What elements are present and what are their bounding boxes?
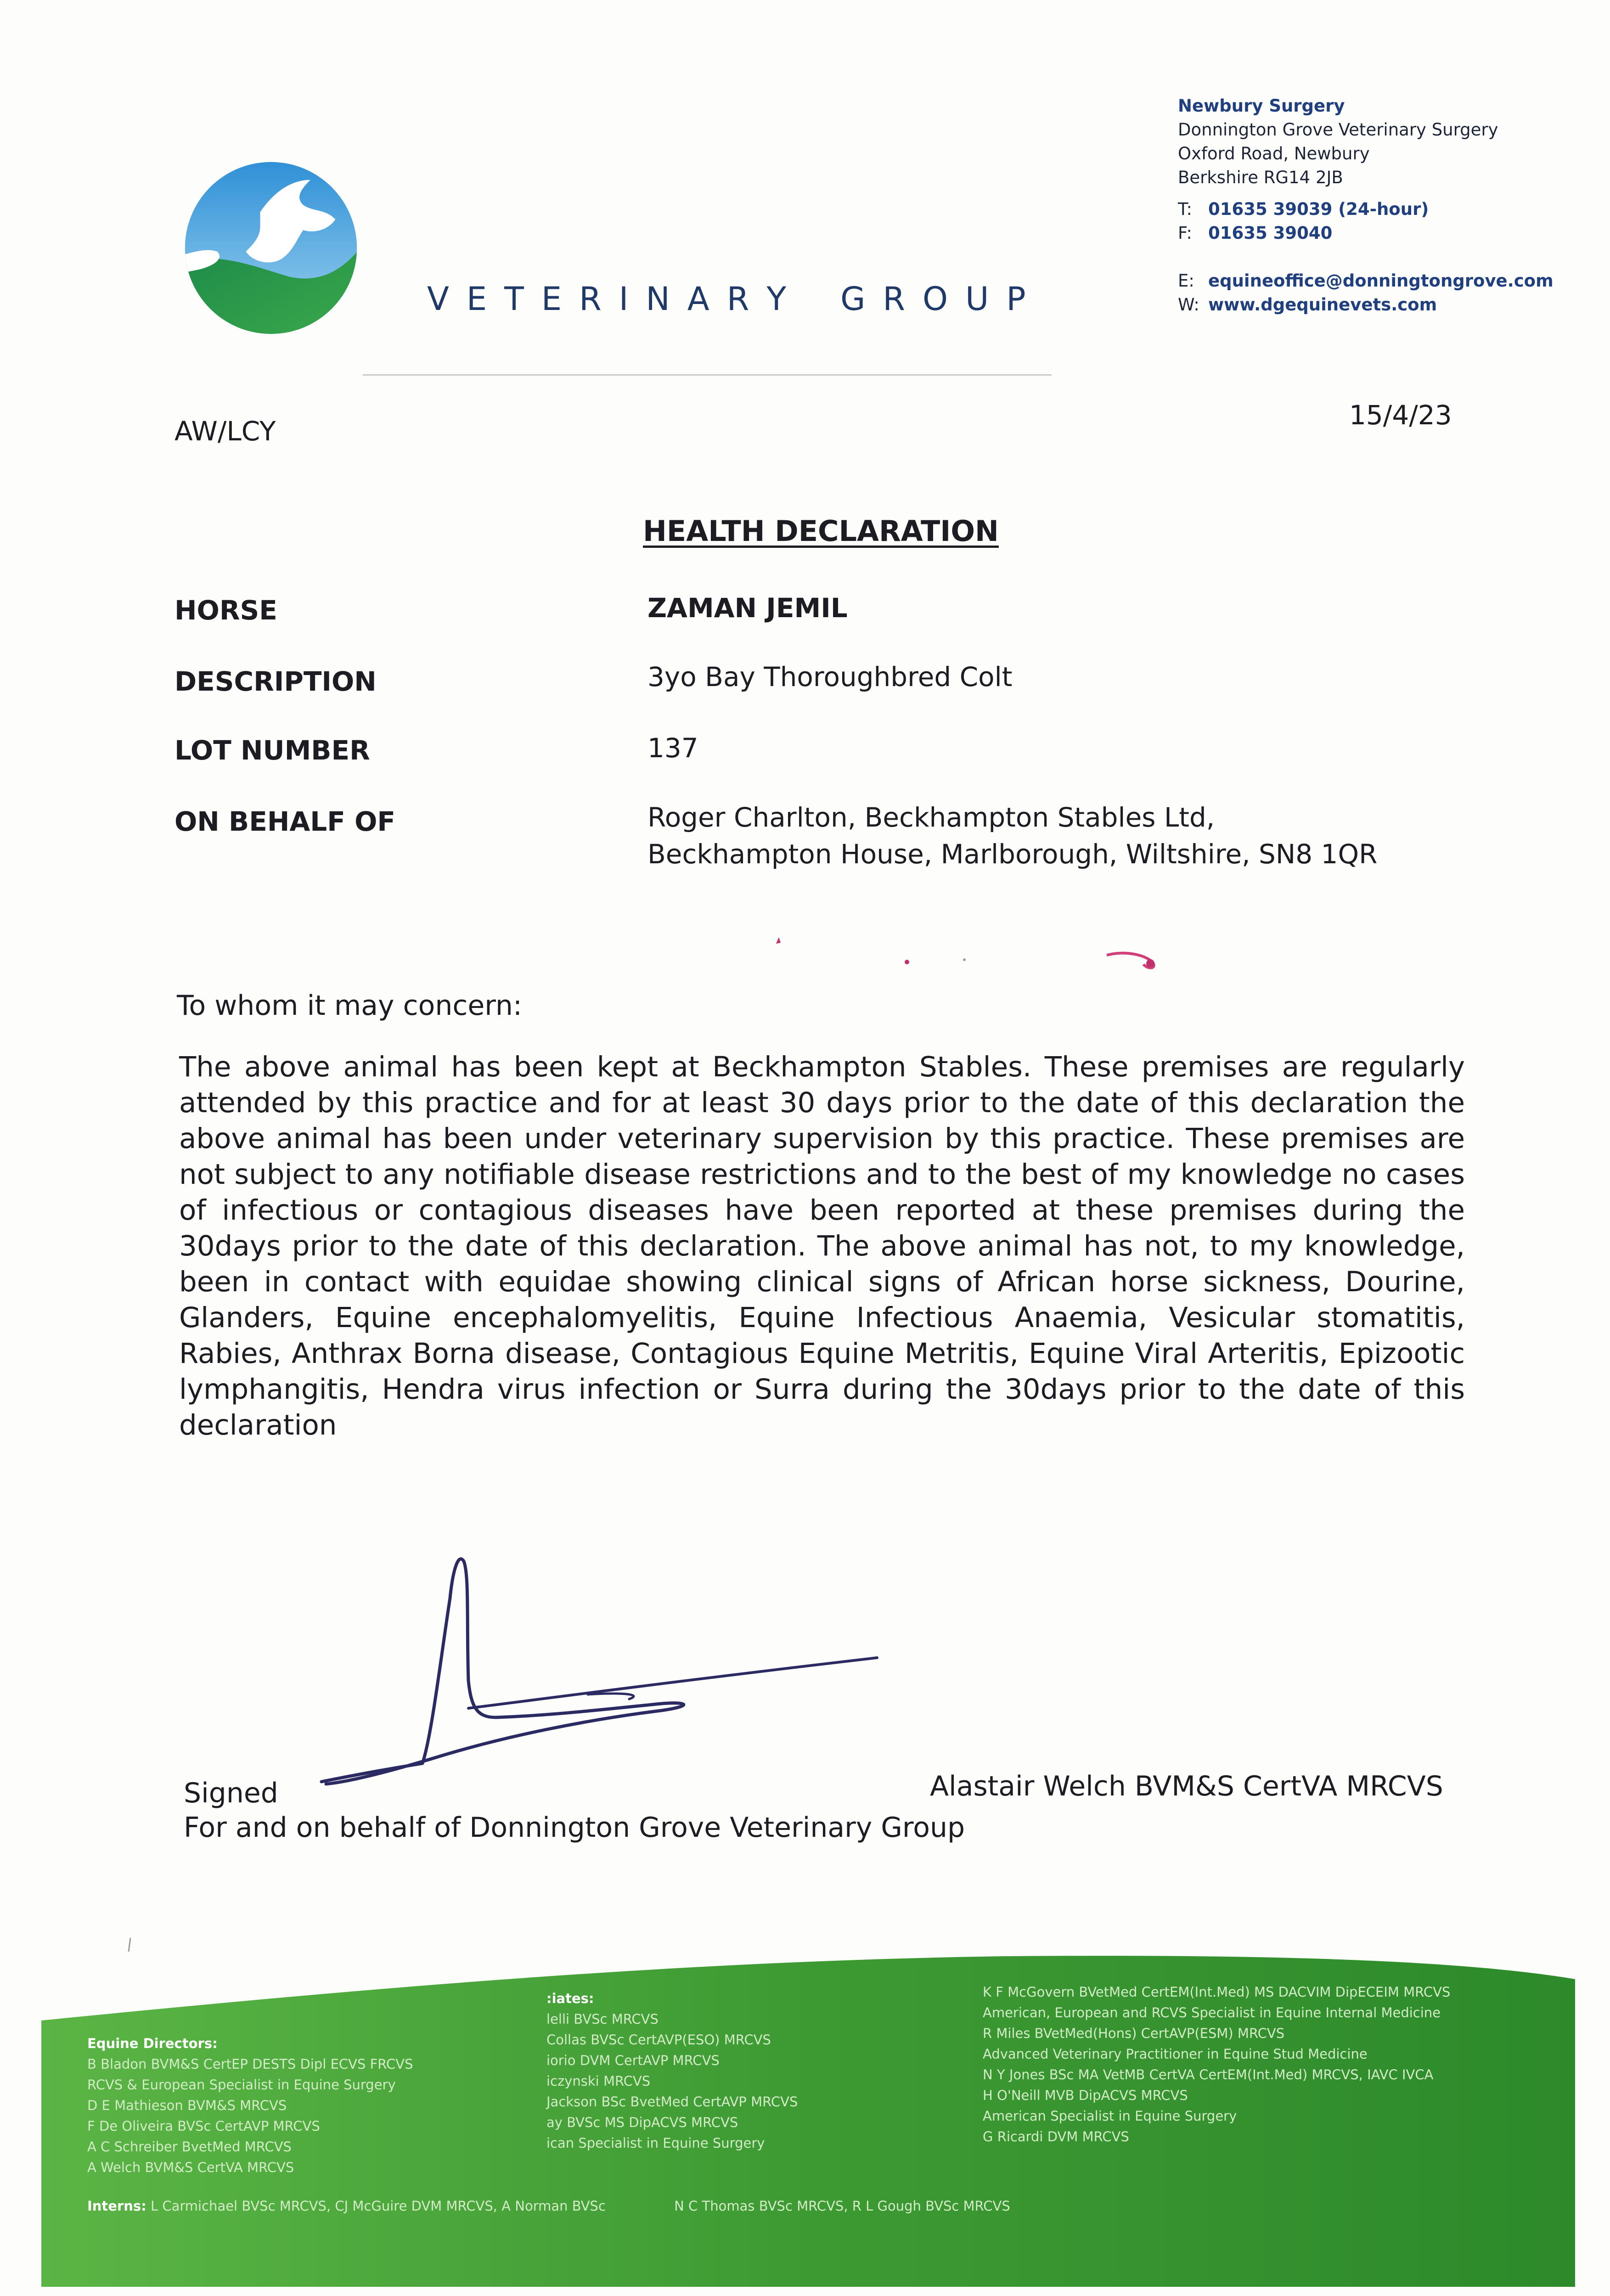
email-address: equineoffice@donningtongrove.com [1208, 271, 1554, 291]
brand-letter: E [541, 280, 580, 318]
partner-entry: K F McGovern BVetMed CertEM(Int.Med) MS DACVIM DipECEIM MRCVS [983, 1984, 1451, 2000]
director-entry: F De Oliveira BVSc CertAVP MRCVS [87, 2118, 320, 2134]
horse-value: ZAMAN JEMIL [647, 592, 848, 624]
associate-entry: Jackson BSc BvetMed CertAVP MRCVS [546, 2094, 798, 2110]
brand-letter: Y [766, 280, 804, 318]
email-row: E: equineoffice@donningtongrove.com [1178, 271, 1554, 291]
interns-heading: Interns: [87, 2198, 146, 2214]
description-label: DESCRIPTION [175, 666, 377, 697]
signatory-name: Alastair Welch BVM&S CertVA MRCVS [930, 1770, 1443, 1802]
handwritten-signature-icon [312, 1543, 891, 1818]
brand-letter: P [1006, 280, 1043, 318]
website-row: W: www.dgequinevets.com [1178, 295, 1437, 315]
brand-letter: V [427, 280, 467, 318]
brand-letter: I [619, 280, 646, 318]
brand-letter: A [687, 280, 727, 318]
director-entry: B Bladon BVM&S CertEP DESTS Dipl ECVS FRCVS [87, 2056, 413, 2072]
letter-date: 15/4/23 [1349, 400, 1452, 431]
surgery-address [1178, 94, 1498, 190]
partner-entry: American, European and RCVS Specialist in Equine Internal Medicine [983, 2005, 1441, 2020]
surgery-name: Newbury Surgery [1178, 96, 1345, 116]
lot-number-value: 137 [647, 732, 698, 764]
associates-list [546, 1988, 798, 2154]
address-line: Donnington Grove Veterinary Surgery [1178, 120, 1498, 140]
website-address: www.dgequinevets.com [1208, 295, 1437, 315]
contact-details [1178, 197, 1554, 317]
owner-line: Beckhampton House, Marlborough, Wiltshire, SN8 1QR [647, 838, 1378, 870]
brand-letter: R [579, 280, 619, 318]
brand-letter: O [922, 280, 966, 318]
on-behalf-line: For and on behalf of Donnington Grove Veterinary Group [184, 1812, 965, 1844]
interns-list-continued: N C Thomas BVSc MRCVS, R L Gough BVSc MRCVS [674, 2198, 1010, 2214]
associate-entry: iczynski MRCVS [546, 2073, 651, 2089]
director-entry: RCVS & European Specialist in Equine Surgery [87, 2077, 396, 2093]
brand-letter: N [646, 280, 687, 318]
interns-list: L Carmichael BVSc MRCVS, CJ McGuire DVM MRCVS, A Norman BVSc [151, 2198, 606, 2214]
header-divider [363, 374, 1052, 376]
partner-entry: Advanced Veterinary Practitioner in Equine Stud Medicine [983, 2046, 1368, 2062]
reference-code: AW/LCY [175, 416, 276, 447]
director-entry: A C Schreiber BvetMed MRCVS [87, 2139, 292, 2155]
partner-entry: G Ricardi DVM MRCVS [983, 2129, 1129, 2144]
directors-list [87, 2033, 413, 2178]
brand-letter: E [466, 280, 505, 318]
director-entry: A Welch BVM&S CertVA MRCVS [87, 2160, 294, 2175]
owner-line: Roger Charlton, Beckhampton Stables Ltd, [647, 802, 1215, 833]
associate-entry: iorio DVM CertAVP MRCVS [546, 2053, 720, 2068]
brand-letter: G [840, 280, 883, 318]
page-title: HEALTH DECLARATION [643, 514, 999, 548]
director-entry: D E Mathieson BVM&S MRCVS [87, 2098, 287, 2113]
partner-entry: N Y Jones BSc MA VetMB CertVA CertEM(Int.Med) MRCVS, IAVC IVCA [983, 2067, 1434, 2082]
lot-number-label: LOT NUMBER [175, 735, 370, 766]
brand-letter: R [726, 280, 767, 318]
brand-wordmark [427, 280, 1043, 318]
partner-entry: H O'Neill MVB DipACVS MRCVS [983, 2088, 1188, 2103]
horse-label: HORSE [175, 595, 277, 626]
address-line: Oxford Road, Newbury [1178, 144, 1370, 163]
on-behalf-of-value [647, 799, 1377, 872]
partners-list [983, 1982, 1450, 2147]
brand-letter: T [504, 280, 541, 318]
salutation: To whom it may concern: [177, 990, 523, 1022]
associate-entry: lelli BVSc MRCVS [546, 2011, 659, 2027]
on-behalf-of-label: ON BEHALF OF [175, 806, 395, 837]
partner-entry: R Miles BVetMed(Hons) CertAVP(ESM) MRCVS [983, 2026, 1285, 2041]
declaration-body: The above animal has been kept at Beckhampton Stables. These premises are regularly attended by this practice and for at least 30 days prior to the date of this declaration the above animal has been under veterinary supervision by this practice. These premises are not subject to any notifiable disease restrictions and to the best of my knowledge no cases of infectious or contagious diseases have been reported at these premises during the 30days prior to the date of this declaration. The above animal has not, to my knowledge, been in contact with equidae showing clinical signs of African horse sickness, Dourine, Glanders, Equine encephalomyelitis, Equine Infectious Anaemia, Vesicular stomatitis, Rabies, Anthrax Borna disease, Contagious Equine Metritis, Equine Viral Arteritis, Epizootic lymphangitis, Hendra virus infection or Surra during the 30days prior to the date of this declaration [179, 1051, 1465, 1441]
fax-row: F: 01635 39040 [1178, 223, 1333, 243]
fax-number: 01635 39040 [1208, 223, 1333, 243]
associate-entry: Collas BVSc CertAVP(ESO) MRCVS [546, 2032, 771, 2048]
brand-letter: U [965, 280, 1007, 318]
directors-heading: Equine Directors: [87, 2036, 218, 2051]
partner-entry: American Specialist in Equine Surgery [983, 2108, 1237, 2124]
address-line: Berkshire RG14 2JB [1178, 168, 1343, 187]
associate-entry: ican Specialist in Equine Surgery [546, 2135, 765, 2151]
associate-entry: ay BVSc MS DipACVS MRCVS [546, 2115, 738, 2130]
phone-row: T: 01635 39039 (24-hour) [1178, 199, 1429, 219]
interns-line [87, 2196, 1010, 2217]
veterinary-group-logo-icon [181, 158, 360, 338]
description-value: 3yo Bay Thoroughbred Colt [647, 661, 1013, 692]
signed-label: Signed [184, 1777, 278, 1809]
phone-number: 01635 39039 (24-hour) [1208, 199, 1429, 219]
brand-letter: R [883, 280, 923, 318]
associates-heading: :iates: [546, 1991, 594, 2006]
